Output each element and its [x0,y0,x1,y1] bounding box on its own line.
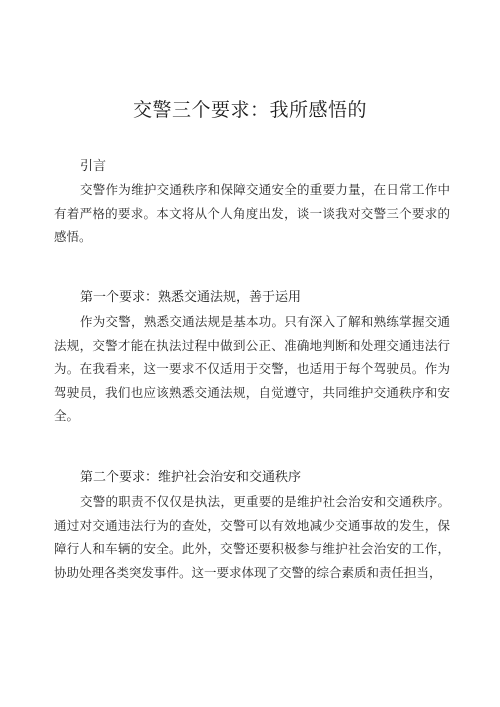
document-title: 交警三个要求：我所感悟的 [132,99,367,121]
section-paragraph-intro: 交警作为维护交通秩序和保障交通安全的重要力量，在日常工作中有着严格的要求。本文将从个人角度出发，谈一谈我对交警三个要求的感悟。 [54,182,450,244]
section-paragraph-requirement-1: 作为交警，熟悉交通法规是基本功。只有深入了解和熟练掌握交通法规，交警才能在执法过程中做到公正、准确地判断和处理交通违法行为。在我看来，这一要求不仅适用于交警，也适用于每个驾驶员。作为驾驶员，我们也应该熟悉交通法规，自觉遵守，共同维护交通秩序和安全。 [54,314,450,423]
section-heading-requirement-2: 第二个要求：维护社会治安和交通秩序 [80,470,302,485]
section-heading-intro: 引言 [80,159,107,174]
section-paragraph-requirement-2: 交警的职责不仅仅是执法，更重要的是维护社会治安和交通秩序。通过对交通违法行为的查处，交警可以有效地减少交通事故的发生，保障行人和车辆的安全。此外，交警还要积极参与维护社会治安的工作，协助处理各类突发事件。这一要求体现了交警的综合素质和责任担当， [54,494,450,580]
section-heading-requirement-1: 第一个要求：熟悉交通法规，善于运用 [80,290,302,305]
